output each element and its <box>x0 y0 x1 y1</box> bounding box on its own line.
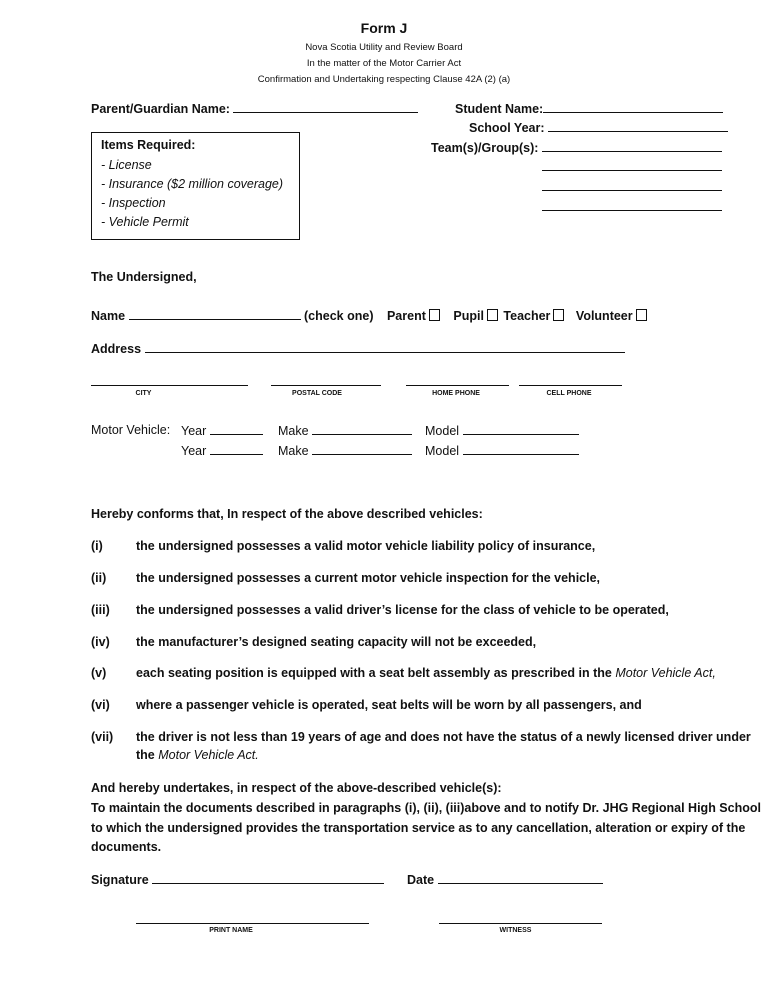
clause-number: (iv) <box>91 635 110 649</box>
clause-line: Confirmation and Undertaking respecting Clause 42A (2) (a) <box>257 74 511 85</box>
year-label-2: Year <box>181 444 207 458</box>
clause-number: (ii) <box>91 571 107 585</box>
name-row <box>91 308 647 323</box>
model-label-2: Model <box>425 444 460 458</box>
clause-v-italic: Motor Vehicle Act, <box>615 666 716 680</box>
clause-number: (v) <box>91 666 107 680</box>
witness-caption: WITNESS <box>499 927 532 934</box>
clause-vii-italic: Motor Vehicle Act. <box>158 748 259 762</box>
clause-vii-text2: the <box>136 748 155 762</box>
teams-label: Team(s)/Group(s): <box>431 141 539 155</box>
volunteer-option-label: Volunteer <box>575 309 633 323</box>
teams-blank-3[interactable] <box>542 190 722 191</box>
make-label-1: Make <box>278 424 309 438</box>
student-name-label: Student Name: <box>455 102 544 116</box>
parent-guardian-label: Parent/Guardian Name: <box>91 102 230 116</box>
signature-label: Signature <box>91 873 149 887</box>
clause-v-text: each seating position is equipped with a seat belt assembly as prescribed in the <box>136 666 612 680</box>
school-year-field <box>469 120 728 135</box>
teacher-option-label: Teacher <box>503 309 551 323</box>
parent-guardian-blank[interactable] <box>233 101 418 113</box>
clause-text: the undersigned possesses a valid driver’s license for the class of vehicle to be operated, <box>136 603 669 617</box>
item-vehicle-permit: - Vehicle Permit <box>101 215 189 229</box>
cell-phone-caption: CELL PHONE <box>546 390 592 397</box>
undertakes-line: To maintain the documents described in paragraphs (i), (ii), (iii)above and to notify Dr. JHG Regional High School <box>91 801 761 815</box>
model-label-1: Model <box>425 424 460 438</box>
teams-blank-4[interactable] <box>542 210 722 211</box>
teams-blank-1[interactable] <box>542 140 722 152</box>
witness-blank[interactable] <box>439 923 602 924</box>
clause-text: where a passenger vehicle is operated, seat belts will be worn by all passengers, and <box>136 698 642 712</box>
clause-text: the undersigned possesses a valid motor vehicle liability policy of insurance, <box>136 539 596 553</box>
student-name-field <box>455 101 723 116</box>
print-name-blank[interactable] <box>136 923 369 924</box>
item-inspection: - Inspection <box>101 196 166 210</box>
form-title: Form J <box>360 20 408 36</box>
item-insurance: - Insurance ($2 million coverage) <box>101 177 284 191</box>
parent-checkbox[interactable] <box>429 309 440 321</box>
volunteer-checkbox[interactable] <box>636 309 647 321</box>
print-name-caption: PRINT NAME <box>209 927 253 934</box>
items-required-box <box>91 132 300 240</box>
clause-text: the driver is not less than 19 years of age and does not have the status of a newly licensed driver under <box>136 730 751 744</box>
home-phone-caption: HOME PHONE <box>432 390 480 397</box>
clause-number: (iii) <box>91 603 110 617</box>
date-label: Date <box>407 873 435 887</box>
teams-blank-2[interactable] <box>542 170 722 171</box>
model-blank-1[interactable] <box>463 423 579 435</box>
undertakes-line: And hereby undertakes, in respect of the above-described vehicle(s): <box>91 781 502 795</box>
postal-code-blank[interactable] <box>271 385 381 386</box>
clause-text: the manufacturer’s designed seating capacity will not be exceeded, <box>136 635 537 649</box>
name-label: Name <box>91 309 126 323</box>
items-required-title: Items Required: <box>101 138 196 152</box>
clause-text: the undersigned possesses a current motor vehicle inspection for the vehicle, <box>136 571 601 585</box>
city-blank[interactable] <box>91 385 248 386</box>
date-blank[interactable] <box>438 872 603 884</box>
school-year-label: School Year: <box>469 121 545 135</box>
vehicle2-model <box>425 443 579 458</box>
vehicle2-make <box>278 443 412 458</box>
clause-text-continued <box>136 748 259 762</box>
signature-row <box>91 872 384 887</box>
check-one-label: (check one) <box>304 309 374 323</box>
city-caption: CITY <box>135 390 152 397</box>
home-phone-blank[interactable] <box>406 385 509 386</box>
item-license: - License <box>101 158 152 172</box>
name-blank[interactable] <box>129 308 301 320</box>
conforms-intro: Hereby conforms that, In respect of the above described vehicles: <box>91 507 483 521</box>
make-blank-1[interactable] <box>312 423 412 435</box>
school-year-blank[interactable] <box>548 120 728 132</box>
vehicle2-year <box>181 443 263 458</box>
student-name-blank[interactable] <box>543 101 723 113</box>
vehicle1-make <box>278 423 412 438</box>
clause-number: (i) <box>91 539 103 553</box>
make-blank-2[interactable] <box>312 443 412 455</box>
board-name: Nova Scotia Utility and Review Board <box>305 42 463 53</box>
address-blank[interactable] <box>145 341 625 353</box>
pupil-checkbox[interactable] <box>487 309 498 321</box>
address-row <box>91 341 625 356</box>
model-blank-2[interactable] <box>463 443 579 455</box>
undertakes-line: to which the undersigned provides the transportation service as to any cancellation, alteration or expiry of the <box>91 821 746 835</box>
motor-vehicle-label: Motor Vehicle: <box>91 423 171 437</box>
year-label-1: Year <box>181 424 207 438</box>
clause-text <box>136 666 716 680</box>
teams-field <box>431 140 722 155</box>
parent-guardian-field <box>91 101 418 116</box>
clause-number: (vii) <box>91 730 114 744</box>
undersigned-heading: The Undersigned, <box>91 270 197 284</box>
address-label: Address <box>91 342 142 356</box>
cell-phone-blank[interactable] <box>519 385 622 386</box>
postal-code-caption: POSTAL CODE <box>292 390 342 397</box>
undertakes-line: documents. <box>91 840 162 854</box>
year-blank-2[interactable] <box>210 443 263 455</box>
make-label-2: Make <box>278 444 309 458</box>
year-blank-1[interactable] <box>210 423 263 435</box>
date-row <box>407 872 603 887</box>
pupil-option-label: Pupil <box>453 309 484 323</box>
clause-number: (vi) <box>91 698 110 712</box>
vehicle1-year <box>181 423 263 438</box>
teacher-checkbox[interactable] <box>553 309 564 321</box>
parent-option-label: Parent <box>386 309 426 323</box>
vehicle1-model <box>425 423 579 438</box>
signature-blank[interactable] <box>152 872 384 884</box>
matter-line: In the matter of the Motor Carrier Act <box>306 58 462 69</box>
